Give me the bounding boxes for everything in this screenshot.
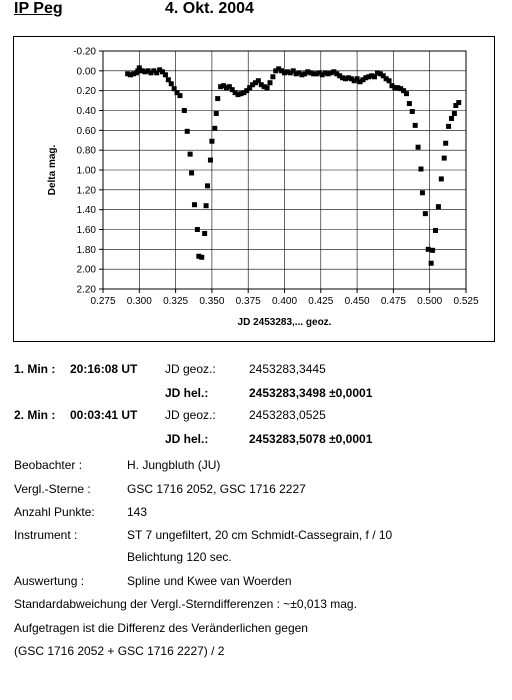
data-point [215, 96, 220, 101]
min2-jd-hel: 2453283,5078 ±0,0001 [249, 432, 373, 446]
instrument-value: ST 7 ungefiltert, 20 cm Schmidt-Cassegrain, f / 10 [127, 528, 393, 542]
min2-jd-geo: 2453283,0525 [249, 408, 326, 422]
data-point [456, 100, 461, 105]
x-tick-label: 0.450 [344, 296, 370, 307]
x-tick-label: 0.400 [271, 296, 298, 307]
y-axis [73, 47, 103, 296]
note-line-2: (GSC 1716 2052 + GSC 1716 2227) / 2 [14, 644, 225, 658]
data-point [214, 111, 219, 116]
std-deviation: Standardabweichung der Vergl.-Sterndifferenzen : ~±0,013 mag. [14, 597, 357, 611]
data-point [436, 204, 441, 209]
min1-jd-hel: 2453283,3498 ±0,0001 [249, 386, 373, 400]
data-point [426, 247, 431, 252]
min1-jd-geo: 2453283,3445 [249, 362, 326, 376]
data-point [410, 109, 415, 114]
x-tick-label: 0.525 [453, 296, 479, 307]
x-tick-label: 0.375 [235, 296, 261, 307]
data-point [177, 93, 182, 98]
y-tick-label: 1.00 [76, 165, 96, 177]
data-point [185, 129, 190, 134]
data-point [423, 211, 428, 216]
data-point [439, 176, 444, 181]
instrument-label: Instrument : [14, 528, 78, 542]
data-point [387, 78, 392, 83]
analysis-label: Auswertung : [14, 574, 85, 588]
x-tick-label: 0.475 [380, 296, 406, 307]
y-tick-label: 0.00 [76, 66, 96, 78]
star-name: IP Peg [14, 0, 63, 17]
min2-label: 2. Min : [14, 408, 56, 422]
data-point [449, 116, 454, 121]
data-point [442, 156, 447, 161]
x-tick-label: 0.350 [199, 296, 225, 307]
chart-svg [14, 37, 496, 343]
y-tick-label: 2.20 [76, 284, 96, 296]
x-axis-label: JD 2453283,... geoz. [237, 317, 332, 328]
data-point [189, 170, 194, 175]
y-axis-label: Delta mag. [47, 144, 58, 196]
data-point [195, 227, 200, 232]
x-tick-label: 0.325 [163, 296, 189, 307]
min2-jd-hel-label: JD hel.: [165, 432, 209, 446]
chart-grid [103, 51, 466, 289]
data-point [267, 80, 272, 85]
y-tick-label: 0.40 [76, 106, 96, 117]
data-point [205, 183, 210, 188]
observer-value: H. Jungbluth (JU) [127, 458, 221, 472]
data-point [429, 261, 434, 266]
min2-time: 00:03:41 UT [70, 408, 138, 422]
data-point [430, 248, 435, 253]
x-axis [90, 289, 478, 307]
min1-jd-hel-label: JD hel.: [165, 386, 209, 400]
observer-label: Beobachter : [14, 458, 83, 472]
points-count-value: 143 [127, 505, 148, 519]
data-point [407, 101, 412, 106]
data-point [212, 126, 217, 131]
data-point [208, 158, 213, 163]
y-tick-label: 2.00 [76, 264, 96, 276]
data-point [420, 190, 425, 195]
data-point [169, 81, 174, 86]
data-point [209, 139, 214, 144]
data-point [413, 123, 418, 128]
x-tick-label: 0.275 [90, 296, 116, 307]
y-tick-label: 0.20 [76, 86, 96, 98]
data-point [416, 145, 421, 150]
comparison-stars-value: GSC 1716 2052, GSC 1716 2227 [127, 482, 306, 496]
data-point [433, 228, 438, 233]
observation-date: 4. Okt. 2004 [165, 0, 254, 17]
y-tick-label: 1.40 [76, 205, 96, 217]
min1-time: 20:16:08 UT [70, 362, 138, 376]
exposure-value: Belichtung 120 sec. [127, 550, 232, 564]
data-point [192, 202, 197, 207]
x-tick-label: 0.300 [126, 296, 152, 307]
note-line-1: Aufgetragen ist die Differenz des Veränderlichen gegen [14, 621, 308, 635]
y-tick-label: 0.60 [76, 125, 96, 137]
min1-label: 1. Min : [14, 362, 56, 376]
data-point [163, 72, 168, 77]
data-point [270, 74, 275, 79]
y-tick-label: -0.20 [73, 46, 96, 58]
data-point [418, 167, 423, 172]
data-point [182, 108, 187, 113]
y-tick-label: 0.80 [76, 145, 96, 157]
data-point [199, 255, 204, 260]
y-tick-label: 1.20 [76, 185, 96, 197]
min2-jd-geo-label: JD geoz.: [165, 408, 216, 422]
comparison-stars-label: Vergl.-Sterne : [14, 482, 91, 496]
data-point [265, 85, 270, 90]
y-tick-label: 1.80 [76, 244, 96, 256]
analysis-value: Spline und Kwee van Woerden [127, 574, 292, 588]
data-point [452, 111, 457, 116]
min1-jd-geo-label: JD geoz.: [165, 362, 216, 376]
y-tick-label: 1.60 [76, 225, 96, 236]
data-point [443, 141, 448, 146]
light-curve-chart [13, 36, 495, 342]
points-count-label: Anzahl Punkte: [14, 505, 95, 519]
data-point [404, 91, 409, 96]
data-point [188, 152, 193, 157]
data-point [446, 124, 451, 129]
data-point [204, 203, 209, 208]
x-tick-label: 0.425 [308, 296, 334, 307]
data-point [202, 231, 207, 236]
x-tick-label: 0.500 [417, 296, 443, 307]
